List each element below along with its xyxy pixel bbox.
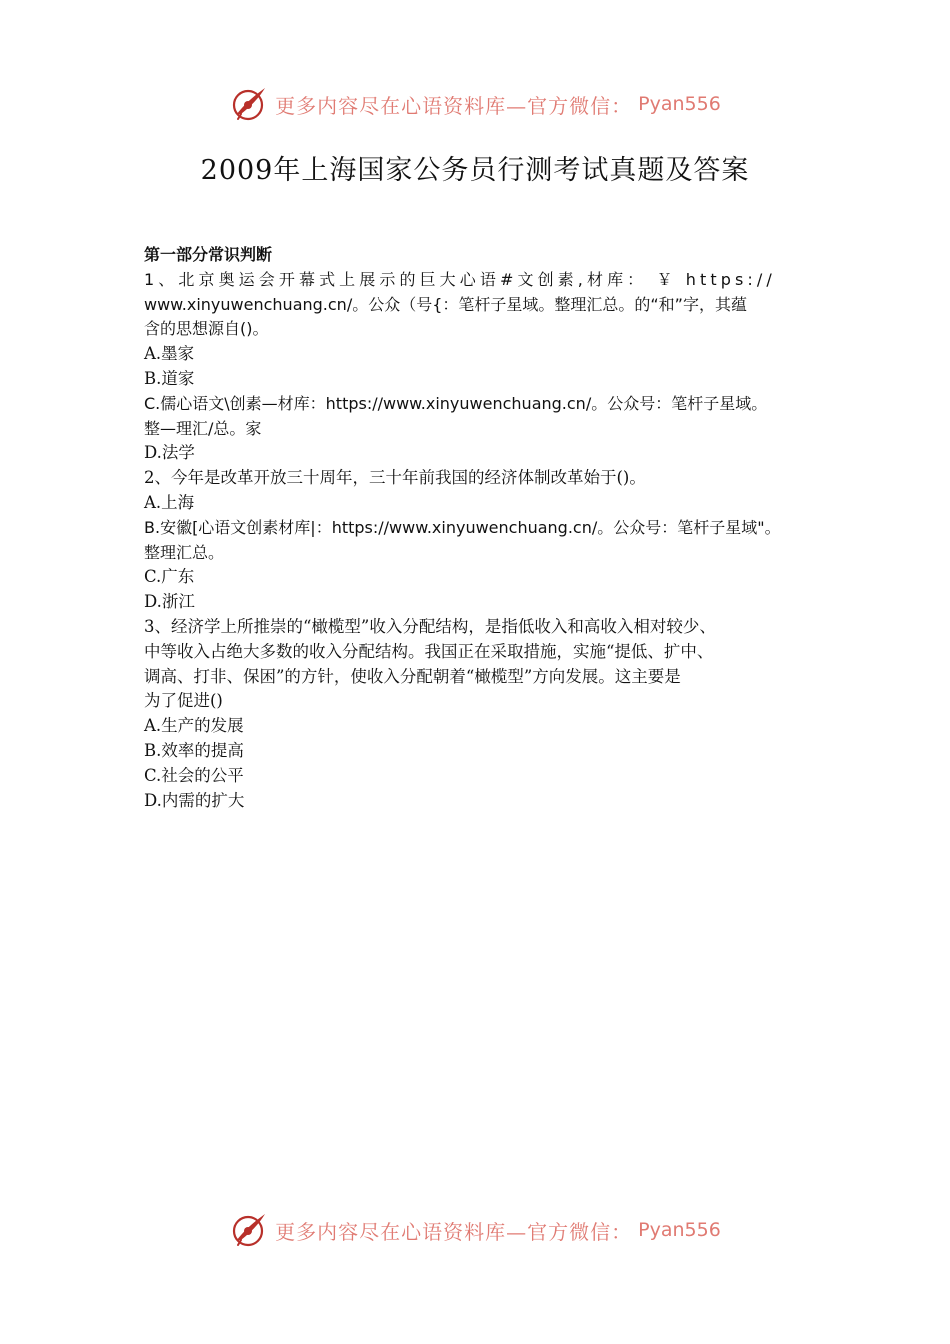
question-1-option-a: A.墨家 bbox=[144, 344, 195, 364]
question-3-option-a: A.生产的发展 bbox=[144, 716, 244, 736]
question-1-line-3: 含的思想源自()。 bbox=[144, 319, 269, 339]
banner-text: 更多内容尽在心语资料库—官方微信： bbox=[275, 93, 633, 118]
question-1-option-d: D.法学 bbox=[144, 443, 195, 463]
header-banner bbox=[0, 84, 950, 124]
question-1-line-1: 1、北京奥运会开幕式上展示的巨大心语#文创素,材库： ￥ https:// bbox=[144, 269, 776, 289]
question-2-option-b-line-2: 整理汇总。 bbox=[144, 542, 225, 562]
question-3-option-c: C.社会的公平 bbox=[144, 765, 244, 785]
question-2-option-d: D.浙江 bbox=[144, 592, 195, 612]
banner-text: 更多内容尽在心语资料库—官方微信： bbox=[275, 1219, 633, 1244]
footer-banner bbox=[0, 1210, 950, 1250]
page-title: 2009年上海国家公务员行测考试真题及答案 bbox=[200, 155, 750, 186]
question-2-option-c: C.广东 bbox=[144, 567, 195, 587]
question-2-option-b-line-1: B.安徽[心语文创素材库|：https://www.xinyuwenchuang.cn/。公众号：笔杆子星域"。 bbox=[144, 517, 781, 537]
question-3-line-1: 3、经济学上所推崇的“橄榄型”收入分配结构，是指低收入和高收入相对较少、 bbox=[144, 616, 716, 636]
question-3-option-d: D.内需的扩大 bbox=[144, 790, 245, 810]
question-3-line-3: 调高、打非、保困”的方针，使收入分配朝着“橄榄型”方向发展。这主要是 bbox=[144, 666, 681, 686]
question-3 bbox=[144, 615, 806, 813]
question-2-option-a: A.上海 bbox=[144, 492, 195, 512]
quill-seal-icon bbox=[229, 1210, 269, 1250]
question-3-option-b: B.效率的提高 bbox=[144, 740, 244, 760]
wechat-id: Pyan556 bbox=[638, 93, 721, 115]
question-1-option-b: B.道家 bbox=[144, 368, 195, 388]
question-2 bbox=[144, 466, 806, 615]
question-1-option-c-line-1: C.儒心语文\创素—材库：https://www.xinyuwenchuang.cn/。公众号：笔杆子星域。 bbox=[144, 393, 768, 413]
question-1 bbox=[144, 268, 806, 466]
section-title: 第一部分常识判断 bbox=[144, 245, 273, 264]
wechat-id: Pyan556 bbox=[638, 1219, 721, 1241]
question-1-line-2: www.xinyuwenchuang.cn/。公众（号{：笔杆子星域。整理汇总。的“和”字，其蕴 bbox=[144, 294, 747, 314]
question-2-stem: 2、今年是改革开放三十周年，三十年前我国的经济体制改革始于()。 bbox=[144, 468, 646, 488]
quill-seal-icon bbox=[229, 84, 269, 124]
question-3-line-2: 中等收入占绝大多数的收入分配结构。我国正在采取措施，实施“提低、扩中、 bbox=[144, 641, 714, 661]
question-1-option-c-line-2: 整—理汇/总。家 bbox=[144, 418, 262, 438]
question-3-line-4: 为了促进() bbox=[144, 691, 223, 711]
document-body bbox=[144, 243, 806, 813]
